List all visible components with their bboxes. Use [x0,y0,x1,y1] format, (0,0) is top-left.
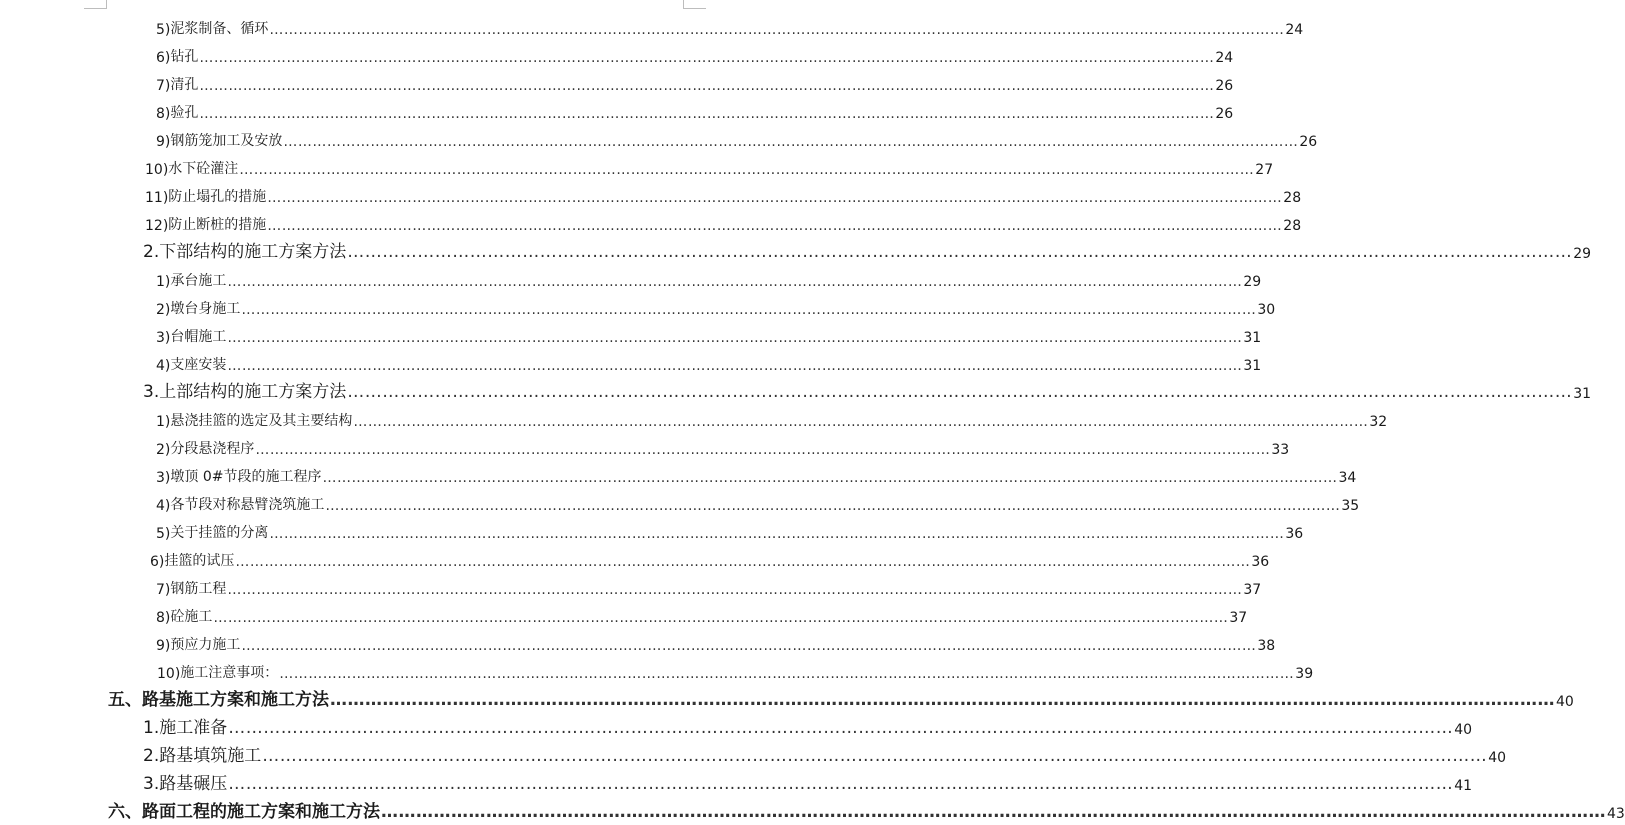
toc-chapter-number: 五、 [108,690,142,710]
toc-entry[interactable] [0,291,1276,319]
toc-section-entry[interactable] [0,767,1473,795]
toc-leader-dots: ………………………………………………………………………………………………………………………………………………………………………………………… [227,330,1243,346]
toc-entry-page: 24 [1215,50,1234,66]
toc-entry-title: 分段悬浇程序 [170,441,255,457]
toc-entry[interactable] [0,431,1290,459]
toc-entry-title: 验孔 [170,105,199,121]
toc-leader-dots: ………………………………………………………………………………………………………………………………………………………………………………………… [241,638,1257,654]
toc-entry-page: 37 [1229,610,1248,626]
toc-leader-dots: ………………………………………………………………………………………………………………………………………………………………………………………… [213,610,1229,626]
toc-entry-title: 防止塌孔的措施 [168,189,267,205]
toc-entry[interactable] [0,179,1302,207]
toc-leader-dots: ………………………………………………………………………………………………………………………………………………………………………………………… [322,470,1338,486]
toc-entry[interactable] [0,515,1304,543]
toc-entry-number: 11) [145,190,169,206]
toc-entry-number: 8) [156,610,171,626]
toc-entry-title: 钢筋工程 [170,581,227,597]
toc-entry-number: 10) [157,666,181,682]
toc-leader-dots: ………………………………………………………………………………………………………………………………………………………………………………………… [381,802,1606,822]
toc-entry[interactable] [0,543,1270,571]
toc-leader-dots: ………………………………………………………………………………………………………………………………………………………………………………………… [199,106,1215,122]
toc-entry-number: 4) [156,358,171,374]
toc-entry-page: 37 [1243,582,1262,598]
toc-entry-title: 泥浆制备、循环 [170,21,269,37]
toc-chapter-entry[interactable] [0,683,1574,711]
toc-entry-page: 32 [1369,414,1388,430]
toc-entry[interactable] [0,347,1262,375]
toc-leader-dots: ………………………………………………………………………………………………………………………………………………………………………………………… [228,774,1454,794]
toc-leader-dots: ………………………………………………………………………………………………………………………………………………………………………………………… [199,50,1215,66]
toc-entry-number: 5) [156,526,171,542]
toc-entry-page: 33 [1271,442,1290,458]
toc-chapter-number: 六、 [108,802,142,822]
toc-entry[interactable] [0,151,1274,179]
toc-section-entry[interactable] [0,375,1592,403]
toc-chapter-page: 40 [1556,694,1574,710]
toc-leader-dots: ………………………………………………………………………………………………………………………………………………………………………………………… [269,22,1285,38]
toc-entry-title: 墩顶 0#节段的施工程序 [170,469,322,485]
toc-leader-dots: ………………………………………………………………………………………………………………………………………………………………………………………… [269,526,1285,542]
toc-leader-dots: ………………………………………………………………………………………………………………………………………………………………………………………… [267,190,1283,206]
toc-chapter-page: 43 [1607,806,1625,822]
toc-section-page: 41 [1454,778,1473,794]
toc-entry-page: 26 [1215,78,1234,94]
toc-chapter-entry[interactable] [0,795,1625,823]
toc-section-page: 29 [1573,246,1592,262]
toc-entry[interactable] [0,123,1318,151]
toc-entry-page: 36 [1285,526,1304,542]
toc-leader-dots: ………………………………………………………………………………………………………………………………………………………………………………………… [347,242,1573,262]
toc-entry[interactable] [0,403,1388,431]
toc-section-title: 路基碾压 [159,774,228,794]
toc-entry[interactable] [0,67,1234,95]
toc-entry[interactable] [0,319,1262,347]
toc-leader-dots: ………………………………………………………………………………………………………………………………………………………………………………………… [267,218,1283,234]
toc-leader-dots: ………………………………………………………………………………………………………………………………………………………………………………………… [353,414,1369,430]
toc-entry-number: 7) [156,582,171,598]
toc-leader-dots: ………………………………………………………………………………………………………………………………………………………………………………………… [347,382,1573,402]
toc-entry-page: 34 [1338,470,1357,486]
toc-leader-dots: ………………………………………………………………………………………………………………………………………………………………………………………… [279,666,1295,682]
page-corner-mark-right [683,0,706,9]
toc-leader-dots: ………………………………………………………………………………………………………………………………………………………………………………………… [227,274,1243,290]
toc-entry-number: 6) [150,554,165,570]
toc-entry-number: 6) [156,50,171,66]
toc-entry[interactable] [0,11,1304,39]
toc-entry-page: 27 [1255,162,1274,178]
toc-leader-dots: ………………………………………………………………………………………………………………………………………………………………………………………… [262,746,1488,766]
toc-entry[interactable] [0,627,1276,655]
toc-leader-dots: ………………………………………………………………………………………………………………………………………………………………………………………… [325,498,1341,514]
toc-entry-title: 钢筋笼加工及安放 [170,133,283,149]
toc-entry-number: 3) [156,330,171,346]
toc-section-entry[interactable] [0,739,1507,767]
toc-section-number: 3. [143,774,160,794]
toc-entry-title: 砼施工 [170,609,213,625]
toc-chapter-title: 路面工程的施工方案和施工方法 [142,802,380,822]
toc-entry-number: 3) [156,470,171,486]
toc-entry-number: 8) [156,106,171,122]
toc-entry-page: 31 [1243,330,1262,346]
toc-entry-page: 28 [1283,218,1302,234]
toc-section-title: 上部结构的施工方案方法 [159,382,347,402]
toc-entry-page: 26 [1215,106,1234,122]
toc-entry-number: 1) [156,274,171,290]
toc-entry-number: 7) [156,78,171,94]
toc-entry[interactable] [0,207,1302,235]
toc-entry[interactable] [0,571,1262,599]
toc-leader-dots: ………………………………………………………………………………………………………………………………………………………………………………………… [227,582,1243,598]
toc-entry-title: 台帽施工 [170,329,227,345]
toc-leader-dots: ………………………………………………………………………………………………………………………………………………………………………………………… [199,78,1215,94]
page-corner-mark-left [84,0,107,9]
toc-entry-page: 35 [1341,498,1360,514]
toc-leader-dots: ………………………………………………………………………………………………………………………………………………………………………………………… [239,162,1255,178]
toc-section-number: 1. [143,718,160,738]
toc-entry-title: 支座安装 [170,357,227,373]
toc-entry[interactable] [0,599,1248,627]
toc-entry-page: 38 [1257,638,1276,654]
toc-entry-page: 31 [1243,358,1262,374]
toc-leader-dots: ………………………………………………………………………………………………………………………………………………………………………………………… [227,358,1243,374]
toc-entry-number: 4) [156,498,171,514]
toc-entry-number: 10) [145,162,169,178]
toc-leader-dots: ………………………………………………………………………………………………………………………………………………………………………………………… [228,718,1454,738]
toc-section-page: 40 [1488,750,1507,766]
toc-section-title: 施工准备 [159,718,228,738]
toc-entry-page: 24 [1285,22,1304,38]
toc-entry-title: 承台施工 [170,273,227,289]
toc-entry-number: 2) [156,442,171,458]
toc-entry-page: 30 [1257,302,1276,318]
toc-entry-page: 26 [1299,134,1318,150]
toc-section-entry[interactable] [0,711,1473,739]
toc-leader-dots: ………………………………………………………………………………………………………………………………………………………………………………………… [235,554,1251,570]
toc-section-title: 路基填筑施工 [159,746,262,766]
toc-entry[interactable] [0,655,1314,683]
toc-entry-title: 施工注意事项： [180,665,279,681]
toc-leader-dots: ………………………………………………………………………………………………………………………………………………………………………………………… [283,134,1299,150]
toc-leader-dots: ………………………………………………………………………………………………………………………………………………………………………………………… [255,442,1271,458]
toc-entry-title: 悬浇挂篮的选定及其主要结构 [170,413,353,429]
toc-section-entry[interactable] [0,235,1592,263]
toc-leader-dots: ………………………………………………………………………………………………………………………………………………………………………………………… [330,690,1555,710]
toc-entry-number: 2) [156,302,171,318]
toc-entry-title: 水下砼灌注 [168,161,239,177]
toc-entry-page: 29 [1243,274,1262,290]
toc-entry-title: 清孔 [170,77,199,93]
toc-entry-number: 12) [145,218,169,234]
table-of-contents [0,11,1625,823]
toc-section-number: 3. [143,382,160,402]
toc-section-page: 31 [1573,386,1592,402]
toc-section-title: 下部结构的施工方案方法 [159,242,347,262]
toc-entry[interactable] [0,487,1360,515]
toc-entry[interactable] [0,39,1234,67]
toc-entry-number: 9) [156,638,171,654]
toc-entry-title: 挂篮的试压 [164,553,235,569]
toc-entry-number: 9) [156,134,171,150]
toc-leader-dots: ………………………………………………………………………………………………………………………………………………………………………………………… [241,302,1257,318]
toc-entry-page: 36 [1251,554,1270,570]
toc-section-page: 40 [1454,722,1473,738]
toc-entry-title: 钻孔 [170,49,199,65]
toc-entry-number: 5) [156,22,171,38]
toc-entry-title: 预应力施工 [170,637,241,653]
toc-chapter-title: 路基施工方案和施工方法 [142,690,329,710]
toc-entry-title: 各节段对称悬臂浇筑施工 [170,497,325,513]
toc-entry[interactable] [0,263,1262,291]
toc-entry[interactable] [0,95,1234,123]
toc-entry[interactable] [0,459,1357,487]
toc-entry-page: 28 [1283,190,1302,206]
toc-entry-title: 墩台身施工 [170,301,241,317]
toc-entry-title: 关于挂篮的分离 [170,525,269,541]
toc-entry-page: 39 [1295,666,1314,682]
toc-entry-number: 1) [156,414,171,430]
toc-section-number: 2. [143,242,160,262]
toc-section-number: 2. [143,746,160,766]
toc-entry-title: 防止断桩的措施 [168,217,267,233]
